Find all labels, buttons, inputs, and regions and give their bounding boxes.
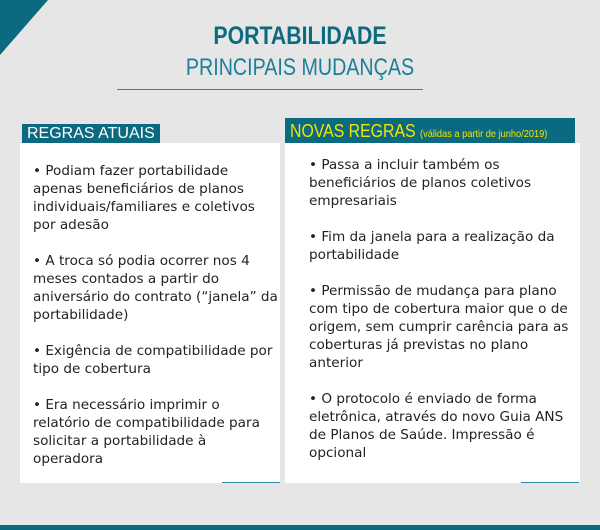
new-rules-card xyxy=(285,143,580,483)
list-item: • O protocolo é enviado de forma eletrônica, através do novo Guia ANS de Planos de Saúde. Impressão é opcional xyxy=(309,391,564,461)
page-subtitle: PRINCIPAIS MUDANÇAS xyxy=(185,54,415,81)
list-item: • Passa a incluir também os beneficiários de planos coletivos empresariais xyxy=(309,157,532,209)
new-rules-header-text xyxy=(290,118,547,147)
new-rules-header xyxy=(285,118,575,143)
current-rules-header: REGRAS ATUAIS xyxy=(22,124,160,143)
list-item: • Fim da janela para a realização da portabilidade xyxy=(309,229,555,263)
page-title: PORTABILIDADE xyxy=(213,22,387,50)
new-rules-title: NOVAS REGRAS xyxy=(290,121,416,141)
corner-decoration xyxy=(0,0,48,55)
list-item: • Exigência de compatibilidade por tipo de cobertura xyxy=(33,343,273,377)
list-item: • Podiam fazer portabilidade apenas beneficiários de planos individuais/familiares e coletivos por adesão xyxy=(33,163,255,233)
list-item: • Era necessário imprimir o relatório de compatibilidade para solicitar a portabilidade à operadora xyxy=(33,397,260,467)
bottom-bar xyxy=(0,525,600,530)
current-rules-card xyxy=(20,143,280,483)
accent-line xyxy=(521,482,579,483)
list-item: • Permissão de mudança para plano com tipo de cobertura maior que o de origem, sem cumprir carência para as coberturas já previstas no plano anterior xyxy=(309,283,569,371)
list-item: • A troca só podia ocorrer nos 4 meses contados a partir do aniversário do contrato (“janela” da portabilidade) xyxy=(33,253,278,323)
new-rules-note: (válidas a partir de junho/2019) xyxy=(419,128,548,140)
divider xyxy=(117,89,423,90)
accent-line xyxy=(222,482,280,483)
